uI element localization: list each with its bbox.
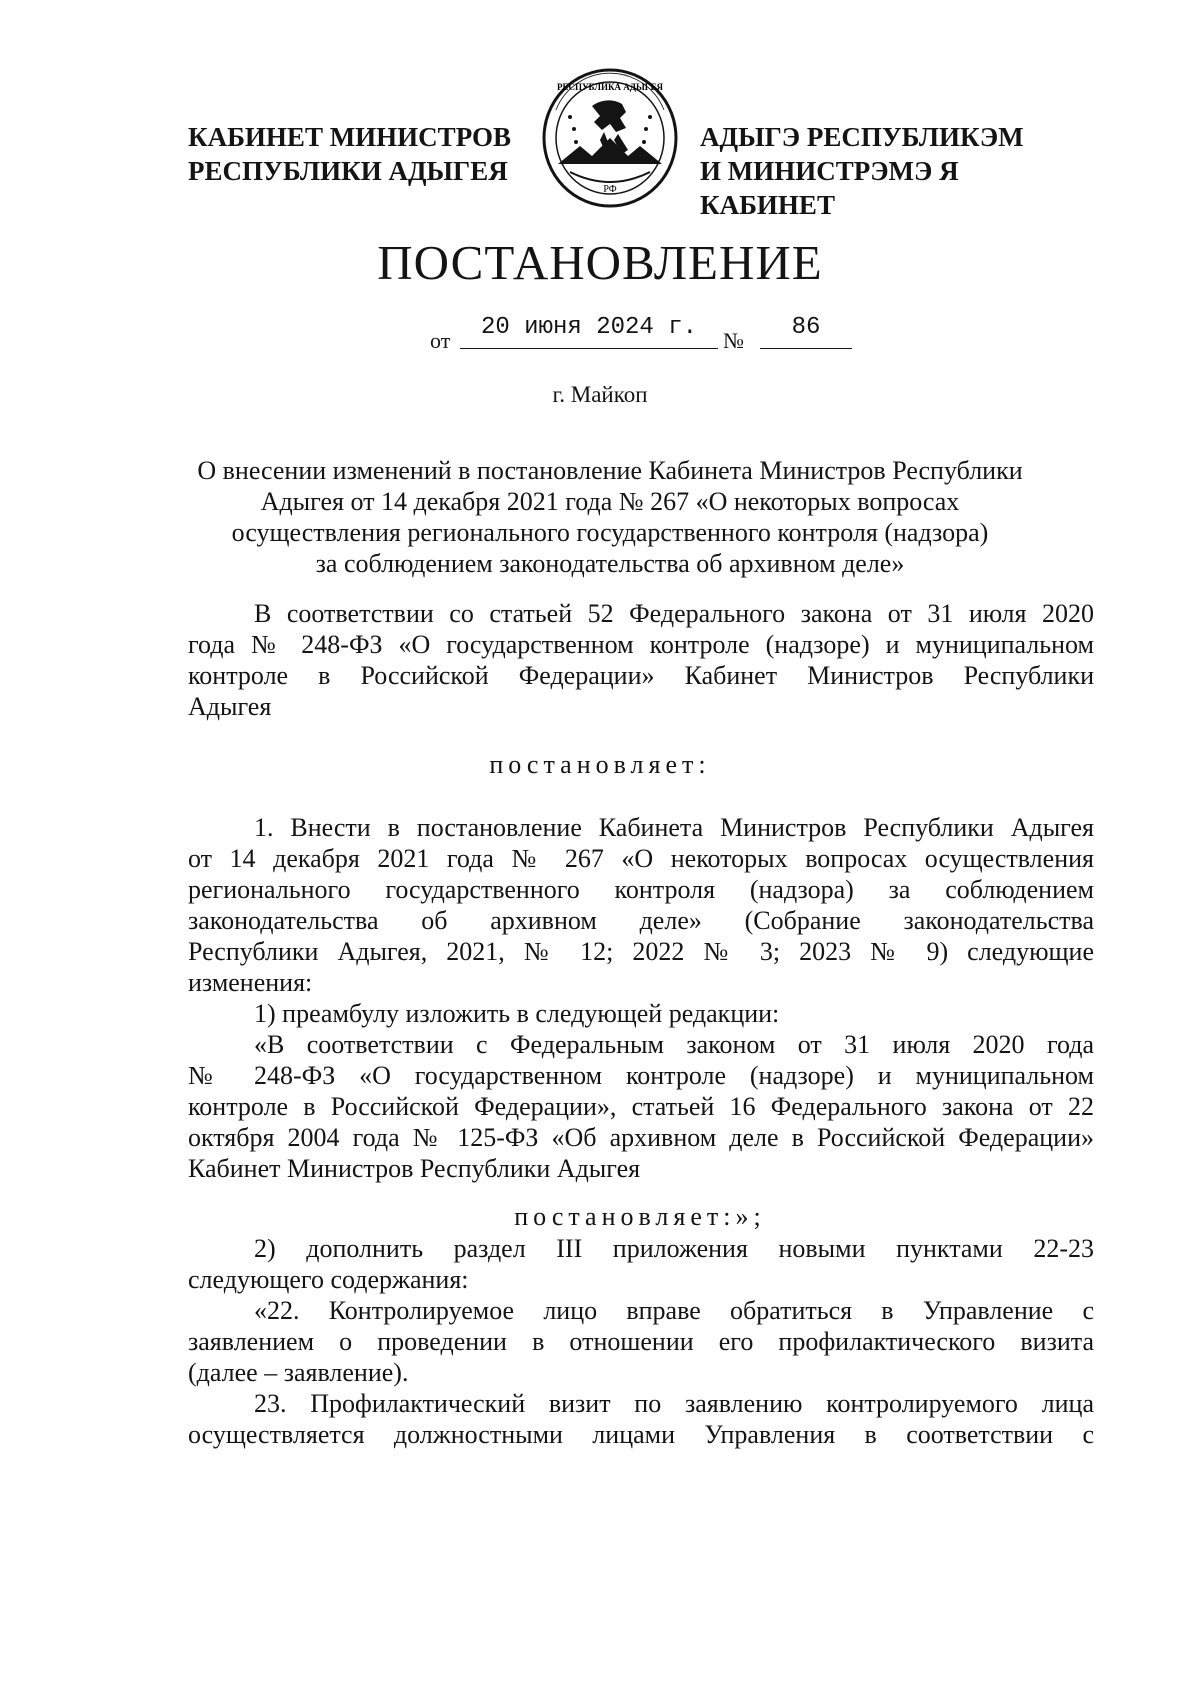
item-1-line: Республики Адыгея, 2021, № 12; 2022 № 3; 2023 № 9) следующие (188, 937, 1094, 966)
document-number: 86 (760, 314, 852, 349)
point-22-line: заявлением о проведении в отношении его профилактического визита (188, 1327, 1094, 1356)
quote-1-line: Кабинет Министров Республики Адыгея (188, 1154, 641, 1183)
header-left-line-1: КАБИНЕТ МИНИСТРОВ (188, 122, 512, 152)
item-1-line: 1. Внести в постановление Кабинета Министров Республики Адыгея (254, 813, 1094, 842)
subitem-2-line: следующего содержания: (188, 1265, 469, 1294)
header-right-line-1: АДЫГЭ РЕСПУБЛИКЭМ (700, 122, 1024, 152)
document-subject (160, 455, 1060, 579)
point-23-line: осуществляется должностными лицами Управления в соответствии с (188, 1420, 1094, 1449)
emblem-mountains (558, 138, 662, 164)
preamble-line: контроле в Российской Федерации» Кабинет Министров Республики (188, 661, 1094, 690)
quote-1-line: № 248-ФЗ «О государственном контроле (надзоре) и муниципальном (188, 1061, 1094, 1090)
quote-1-line: «В соответствии с Федеральным законом от 31 июля 2020 года (254, 1030, 1094, 1059)
subject-line: Адыгея от 14 декабря 2021 года № 267 «О некоторых вопросах (260, 487, 960, 516)
preamble-paragraph (188, 598, 1094, 722)
coat-of-arms-emblem (530, 62, 690, 212)
subject-line: за соблюдением законодательства об архивном деле» (315, 549, 905, 578)
header-right (700, 120, 1100, 222)
quote-1-line: октября 2004 года № 125-ФЗ «Об архивном деле в Российской Федерации» (188, 1123, 1094, 1152)
item-1-line: изменения: (188, 968, 313, 997)
number-sign: № (723, 328, 744, 353)
header-left-line-2: РЕСПУБЛИКИ АДЫГЕЯ (188, 156, 508, 186)
header-right-line-2: И МИНИСТРЭМЭ Я КАБИНЕТ (700, 156, 959, 220)
preamble-line: В соответствии со статьей 52 Федерального закона от 31 июля 2020 (254, 599, 1094, 628)
emblem-bottom-text: РФ (603, 184, 617, 195)
subitem-1: 1) преамбулу изложить в следующей редакции: (254, 999, 780, 1028)
item-1-line: регионального государственного контроля (надзора) за соблюдением (188, 875, 1094, 904)
resolves-heading: постановляет: (489, 750, 711, 779)
header-left (188, 120, 518, 188)
preamble-line: года № 248-ФЗ «О государственном контроле (надзоре) и муниципальном (188, 630, 1094, 659)
subject-line: осуществления регионального государственного контроля (надзора) (231, 518, 989, 547)
item-1-line: от 14 декабря 2021 года № 267 «О некоторых вопросах осуществления (188, 844, 1094, 873)
subject-line: О внесении изменений в постановление Кабинета Министров Республики (197, 456, 1023, 485)
emblem-top-text: РЕСПУБЛИКА АДЫГЕЯ (556, 82, 664, 92)
point-22-line: (далее – заявление). (188, 1358, 409, 1387)
subitem-2-line: 2) дополнить раздел III приложения новыми пунктами 22-23 (254, 1234, 1094, 1263)
document-date: 20 июня 2024 г. (460, 314, 718, 349)
point-23-line: 23. Профилактический визит по заявлению контролируемого лица (254, 1389, 1094, 1418)
point-22-line: «22. Контролируемое лицо вправе обратиться в Управление с (254, 1296, 1094, 1325)
preamble-line: Адыгея (188, 692, 272, 721)
item-1-line: законодательства об архивном деле» (Собрание законодательства (188, 906, 1094, 935)
item-1-paragraph (188, 812, 1094, 1184)
city-name: г. Майкоп (552, 382, 648, 407)
document-title: ПОСТАНОВЛЕНИЕ (377, 235, 823, 290)
date-prefix: от (430, 328, 451, 353)
quote-1-line: контроле в Российской Федерации», статьей 16 Федерального закона от 22 (188, 1092, 1094, 1121)
item-2-paragraph (188, 1233, 1094, 1450)
resolves-heading-quoted: постановляет:»; (514, 1202, 766, 1231)
